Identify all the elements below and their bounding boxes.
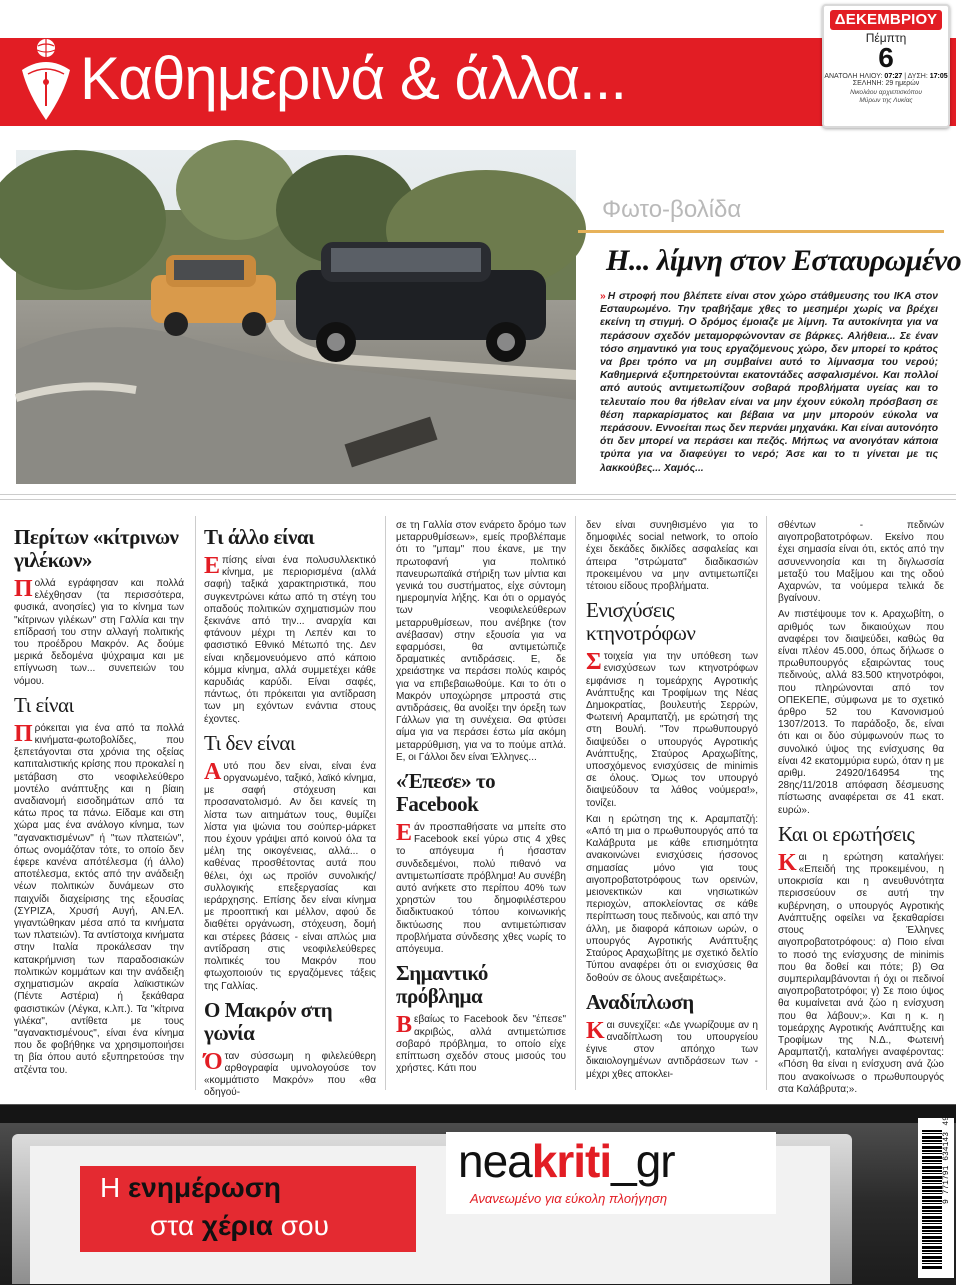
section-divider	[0, 494, 956, 500]
column-2	[204, 520, 376, 1099]
column-3	[396, 520, 566, 1090]
header-under-band	[0, 126, 956, 138]
column-heading: Ενισχύσεις κτηνοτρόφων	[586, 598, 696, 646]
column-rule	[766, 516, 767, 1090]
column-5	[778, 520, 944, 1095]
header-top	[0, 0, 956, 38]
column-heading: Αναδίπλωση	[586, 989, 694, 1014]
column-heading: «Έπεσε» το Facebook	[396, 769, 496, 817]
column-rule	[575, 516, 576, 1090]
feature-text	[578, 150, 961, 484]
calendar-weekday: Πέμπτη	[865, 31, 907, 45]
feature-kicker: Φωτο-βολίδα	[602, 196, 742, 223]
paragraph: Αυτό που δεν είναι, είναι ένα οργανωμένο, ταξικό, λαϊκό κίνημα, με σαφή στόχευση και προσανατολισμό. Αν δει κανείς τη λίστα των αιτημάτων τους, θυμίζει λίστα για ψώνια του σούπερ-μάρκετ που έχουν γράψει από κοινού όλα τα μέλη της οικογένειας, αλλά... ο καθένας προσθέτοντας αυτά που θέλει, όχι ως προϊόν συνολικής/συλλογικής επεξεργασίας και ιεράρχησης. Επίσης δεν είναι κίνημα με προοπτική και μέλλον, αφού δε διαθέτει οργάνωση, στόχευση, δομή και στέρεες βάσεις - είναι απλώς μια αντίδραση στις νεοφιλελεύθερες πολιτικές του Μακρόν που φτωχοποιούν τις εργαζόμενες τάξεις της Γαλλίας.	[204, 758, 376, 992]
ad-slogan-line-1: Η ενημέρωση	[100, 1172, 281, 1203]
column-heading: Τι είναι	[14, 692, 74, 717]
masthead-title: Καθημερινά & άλλα...	[80, 45, 627, 112]
paragraph: Στοιχεία για την υπόθεση των ενισχύσεων των κτηνοτρόφων εμφάνισε η τομεάρχης Αγροτικής Ανάπτυξης και Τροφίμων της Νέας Δημοκρατίας, βουλευτής Σερρών, Φωτεινή Αραμπατζή, με ερώτησή της στη Βουλή. "Τον πρωθυπουργό διαψεύδει ο υπουργός Αγροτικής Ανάπτυξης, Σταύρος Αραχωβίτης, υποσχόμενος ενισχύσεις de minimis σε όλους. Όμως τον υπουργό διαψεύδουν τα λάθος νούμερα!», τονίζει.	[586, 649, 758, 809]
calendar-day: 6	[878, 42, 894, 73]
column-heading: Περίτων «κίτρινων γιλέκων»	[14, 525, 179, 572]
paragraph: Πρόκειται για ένα από τα πολλά κινήματα-φωτοβολίδες, που ξεπετάγονται στα χρόνια της οξείας καπιταλιστικής κρίσης που προκαλεί η μετάβαση στο νεοφιλελεύθερο μοντέλο ανάπτυξης και η βίαιη αναδιανομή εισοδημάτων από τα κάτω προς τα πάνω. Είδαμε και στη χώρα μας ένα ανάλογο κίνημα, των "αγανακτισμένων" ή "των πλατειών", όπως ονομάζόταν τότε, το οποίο δεν έφερε κανένα απότέλεσμα (ή άλλο) αποτέλεσμα, εκτός από την ανάδειξη νέων πολιτικών δυνάμεων στο παιχνίδι διαχείρισης της εξουσίας (ΣΥΡΙΖΑ, Χρυσή Αυγή, ΑΝ.ΕΛ. γιγαντώθηκαν μέσα από τα κινήματα των πλατειών). Τα αντίστοιχα κινήματα στην Ιταλία προκάλεσαν την κατακρήμνιση των παραδοσιακών πολιτικών κομμάτων και την ανάδειξη σχηματισμών ακραία λαϊκιστικών (Πέντε Αστέρια) ή ξεκάθαρα φασιστικών (Λέγκα, κ.λπ.). Τα "κίτρινα γιλέκα", αντίθετα με τους "αγανακτισμένους", είναι ένα κίνημα που δε φοβήθηκε να χρησιμοποιήσει τη βία όπου αυτό εξυπηρετούσε την ατζέντα του.	[14, 720, 184, 1076]
paragraph: δεν είναι συνηθισμένο για το δημοφιλές social network, το οποίο έχει δεκάδες δικλίδες ασφαλείας και άπειρα "στρώματα" διαδικασιών προκειμένου να μην αντιμετωπίζει τέτοιου είδους προβλήματα.	[586, 520, 758, 593]
column-4	[586, 520, 758, 1090]
barcode-bars-icon	[922, 1130, 942, 1270]
paragraph: Επίσης είναι ένα πολυσυλλεκτικό κίνημα, με περιορισμένα (αλλά σαφή) ταξικά χαρακτηριστικά, που συγκεντρώνει κάτω από τη στέγη του οπαδούς πολιτικών σχηματισμών που ξεκινάνε από την... αναρχία και φτάνουν μέχρι τη Λεπέν και το φασιστικό Εθνικό Μέτωπό της. Δεν είναι κηδεμονευόμενο από κάποιο κόμμα κίνημα, αλλά συμμετέχει κάθε καρυδιάς καρύδι. Είναι σαφές, πάντως, ότι πρόκειται για αντίδραση των μη εχόντων ενάντια στους έχοντες.	[204, 553, 376, 725]
paragraph: Πολλά εγράφησαν και πολλά ελέχθησαν (τα περισσότερα, φυσικά, ανοησίες) για το κίνημα των "κίτρινων γιλέκων" στη Γαλλία και την επίδρασή του στην αλλαγή πολιτικής του προέδρου Μακρόν. Ας δούμε μερικά δεδομένα ψύχραιμα και με επίγνωση των... συνεπειών του νόμου.	[14, 576, 184, 687]
paragraph: σθέντων - πεδινών αιγοπροβατοτρόφων. Εκείνο που έχει σημασία είναι ότι, εκτός από την ασυνεννοησία και τη διγλωσσία μεταξύ του Μαξίμου και της οδού Αχαρνών, τα νούμερα τελικά δε βγαίνουν.	[778, 520, 944, 605]
calendar-sun-times: ΑΝΑΤΟΛΗ ΗΛΙΟΥ: 07:27 | ΔΥΣΗ: 17:05	[824, 73, 948, 80]
column-rule	[385, 516, 386, 1090]
feature-photo	[16, 150, 576, 484]
paragraph: Και η ερώτηση της κ. Αραμπατζή: «Από τη μια ο πρωθυπουργός από τα Καλάβρυτα με κάθε επισημότητα ανακοινώνει ενισχύσεις ήσσονος σημασίας μόνο για τους αιγοπροβατοτρόφους των ορεινών, μειονεκτικών και νησιωτικών περιοχών, αποκλείοντας σε κάθε περίπτωση τους πεδινούς, και από την άλλη, με διαφορά κάποιων ωρών, ο υπουργός Αγροτικής Ανάπτυξης Σταύρος Αραχωβίτης με σχετικό δελτίο Τύπου αναφέρει ότι οι ενισχύσεις θα δοθούν σε όλους ανεξαιρέτως».	[586, 813, 758, 984]
double-arrow-icon: »	[600, 291, 606, 302]
feature-headline: Η... λίμνη στον Εσταυρωμένο	[606, 244, 961, 277]
ad-tagline: Ανανεωμένο για εύκολη πλοήγηση	[470, 1191, 668, 1206]
issue-number: 49	[942, 1116, 951, 1126]
photo-feature	[16, 150, 961, 484]
ad-stripe	[0, 1105, 956, 1123]
paragraph: Όταν σύσσωμη η φιλελεύθερη αρθογραφία υμνολογούσε τον «κομμάτιστο Μακρόν» που «θα οδηγού-	[204, 1048, 376, 1099]
paragraph: Εάν προσπαθήσατε να μπείτε στο Facebook εκεί γύρω στις 4 χθες το απόγευμα ή ήσασταν συνδεδεμένοι, πολύ πιθανό να αντιμετωπίσατε πρόβλημα! Αυ συνέβη αυτό ανήκετε στο περίπου 40% των χρηστών του δημοφιλέστερου διαδικτυακού τόπου κοινωνικής δικτύωσης που αντιμετώπισαν προβλήματα σύνδεσης χθες νωρίς το απόγευμα.	[396, 820, 566, 956]
kicker-rule	[578, 230, 944, 233]
ad-slogan-line-2: στα χέρια σου	[150, 1210, 329, 1241]
pen-globe-logo-icon	[14, 36, 78, 124]
paragraph: Αν πιστέψουμε τον κ. Αραχωβίτη, ο αριθμός των δικαιούχων που αναφέρει τον διαψεύδει, καθώς θα είναι πλέον 45.000, όπως δήλωσε ο πρωθυπουργός εξαιρώντας τους πεδινούς, αλλά 83.500 κτηνοτρόφοι, που πληρώνονται από τον ΟΠΕΚΕΠΕ, σύμφωνα με το σχετικό άρθρο 52 του Κανονισμού 1307/2013. Το παράδοξο, δε, είναι ότι και οι δύο σύμφωνούν πως το συνολικό ύψος της ενίσχυσης θα είναι 42 εκατομμύρια ευρώ, όταν η με αριθμ. 24920/164954 της 28ης/11/2018 απόφαση δέσμευσης πίστωσης αναφέρεται σε 41 εκατ. ευρώ».	[778, 609, 944, 816]
ad-brand-logo[interactable]: neakriti_gr	[458, 1135, 675, 1187]
column-heading: Τι άλλο είναι	[204, 525, 315, 549]
calendar-moon: ΣΕΛΗΝΗ: 29 ημερών	[852, 80, 920, 87]
column-heading: Και οι ερωτήσεις	[778, 821, 915, 846]
paragraph: σε τη Γαλλία στον ενάρετο δρόμο των μεταρρυθμίσεων», εμείς προβλέπαμε ότι το "μπαμ" που έκανε, με την πρωτοφανή για πολιτικό πανευρωπαϊκά στήριξη των μίντια και γενικά του συστήματος, είχε σύντομη ημερομηνία λήξης. Και ότι ο ορμαγός των νεοφιλελεύθερων μεταρρυθμίσεων, που ανέβηκε (τον ανέβασαν) στην εξουσία για να εφαρμόσει, θα αντιμετώπιζε δραματικές αντιδράσεις. Ε, δε χρειάστηκε να περάσει πολύς καιρός για να επιβεβαιωθούμε. Και το ότι ο Μακρόν υποχώρησε μπροστά στις αντιδράσεις, θα ανοίξει την όρεξη των Γάλλων για τη συνέχεια. Θα φτύσει αίμα για να περάσει έστω μία ακόμη μεταρρύθμιση, για να το πούμε απλά. Ε, οι Γάλλοι δεν είναι Έλληνες...	[396, 520, 566, 763]
calendar-saint: Νικολάου αρχιεπισκόπου Μύρων της Λυκίας	[850, 89, 922, 104]
column-heading: Τι δεν είναι	[204, 730, 296, 755]
feature-body: » Η στροφή που βλέπετε είναι στον χώρο στάθμευσης του ΙΚΑ στον Εσταυρωμένο. Την τραβήξαμε χθες το μεσημέρι χωρίς να βρέχει εκείνη τη στιγμή. Ο δρόμος έμοιαζε με λίμνη. Τα αυτοκίνητα για να περάσουν σχεδόν μεταμορφώνονταν σε βάρκες. Αλήθεια... Σε έναν τόσο σημαντικό για τους εργαζόμενους χώρο, δεν μπορεί το κράτος να βρει τρόπο να μη συμβαίνει αυτό το λίμνασμα του νερού; Καθημερινά εξυπηρετούνται εκατοντάδες ασφαλισμένοι. Και πολλοί από αυτούς αντιμετωπίζουν σοβαρά προβλήματα υγείας και το τελευταίο που θα ήθελαν είναι να μην έχουν εύκολη πρόσβαση σε θέση παρκαρίσματος και βέβαια να μην μπορούν εύκολα να περάσουν. Εννοείται πως δεν περνάει μηχανάκι. Και είναι αυτονόητο ότι δεν μπορεί να περάσει και πεζός. Μήπως να ανοιγόταν κάποια τρύπα για να διαφεύγει το νερό; Άσε και το τι γίνεται με τις λακκούβες... Χαμός...	[600, 291, 938, 474]
paragraph: Και συνεχίζει: «Δε γνωρίζουμε αν η αναδίπλωση του υπουργείου έγινε στον απόηχο των δικαιολογημένων αντιδράσεων των - μέχρι χθες αποκλει-	[586, 1017, 758, 1080]
page-header	[0, 0, 956, 138]
date-calendar	[822, 4, 950, 128]
column-rule	[195, 516, 196, 1090]
barcode-digits: 9 771791 634143	[942, 1132, 951, 1205]
paragraph: Βεβαίως το Facebook δεν "έπεσε" ακριβώς, αλλά αντιμετώπισε σοβαρό πρόβλημα, το οποίο είχε επίπτωση σχεδόν στους μισούς του χρήστες. Κάτι που	[396, 1012, 566, 1075]
barcode	[918, 1118, 954, 1278]
calendar-month: ΔΕΚΕΜΒΡΙΟΥ	[830, 10, 942, 30]
column-heading: Ο Μακρόν στη γωνία	[204, 997, 333, 1045]
column-1	[14, 520, 184, 1090]
column-heading: Σημαντικό πρόβλημα	[396, 961, 488, 1009]
paragraph: Και η ερώτηση καταλήγει: «Επειδή της προκειμένου, η υποκρισία και η ανευθυνότητα περισσεύουν σε αυτή την κυβέρνηση, ο υπουργός Αγροτικής Ανάπτυξης οφείλει να ξεκαθαρίσει στους Έλληνες αιγοπροβατοτρόφους: α) Ποιο είναι το ποσό της ενίσχυσης de minimis που θα δοθεί και πότε; β) Θα συμπεριλαμβάνονται ή όχι οι πεδινοί αιγοπροβατοτρόφοι; γ) Σε ποιο ύψος θα κυμαίνεται ανά ζώο η ενίσχυση που θα λάβουν;». Και η κ. η τομεάρχης Αγροτικής Ανάπτυξης και Τροφίμων της Ν.Δ., Φωτεινή Αραμπατζή, καταλήγει αναφέροντας: «Πόση θα είναι η ενίσχυση ανά ζώο που ανακοίνωσε ο πρωθυπουργός στα Καλάβρυτα;».	[778, 849, 944, 1095]
